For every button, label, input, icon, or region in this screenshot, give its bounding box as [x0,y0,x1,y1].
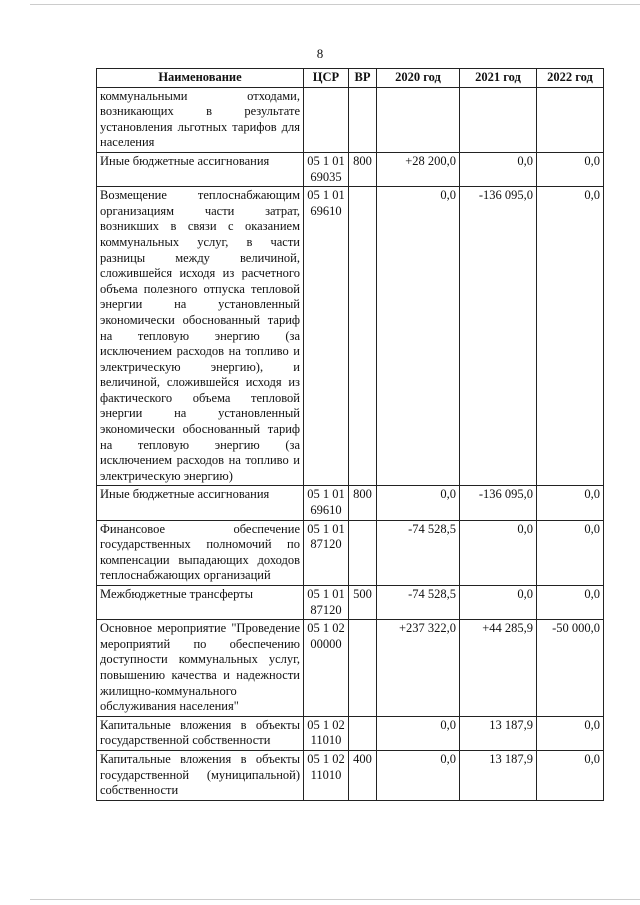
row-csr [304,87,349,152]
row-name: Капитальные вложения в объекты государственной собственности [97,716,304,750]
row-vr: 800 [349,486,377,520]
bottom-scan-edge [30,899,640,900]
row-2021: -136 095,0 [460,486,537,520]
header-csr: ЦСР [304,69,349,88]
row-2021: 13 187,9 [460,716,537,750]
table-row [97,87,604,152]
row-name: Иные бюджетные ассигнования [97,152,304,186]
row-2022: 0,0 [537,716,604,750]
row-csr: 05 1 02 11010 [304,716,349,750]
table-row [97,716,604,750]
row-vr: 500 [349,586,377,620]
row-csr: 05 1 02 11010 [304,750,349,800]
row-csr: 05 1 01 69610 [304,187,349,486]
row-2022: 0,0 [537,520,604,585]
row-2021: 0,0 [460,586,537,620]
table-row [97,486,604,520]
row-vr [349,716,377,750]
row-2021: 0,0 [460,520,537,585]
row-2020: 0,0 [377,486,460,520]
row-csr: 05 1 01 69610 [304,486,349,520]
row-2020: 0,0 [377,750,460,800]
row-2021: 13 187,9 [460,750,537,800]
header-vr: ВР [349,69,377,88]
row-2022: -50 000,0 [537,620,604,717]
row-vr [349,520,377,585]
row-2020: +237 322,0 [377,620,460,717]
row-2020: 0,0 [377,187,460,486]
row-name: Основное мероприятие "Проведение мероприятий по обеспечению доступности коммунальных услуг, повышению качества и надежности жилищно-коммунального обслуживания населения" [97,620,304,717]
page-number: 8 [316,46,324,61]
table-row [97,187,604,486]
row-2022: 0,0 [537,586,604,620]
row-2022: 0,0 [537,187,604,486]
table-header-row [97,69,604,88]
row-2021: -136 095,0 [460,187,537,486]
row-2022: 0,0 [537,486,604,520]
row-csr: 05 1 02 00000 [304,620,349,717]
header-name: Наименование [97,69,304,88]
row-2021 [460,87,537,152]
table-row [97,586,604,620]
row-name: коммунальными отходами, возникающих в результате установления льготных тарифов для населения [97,87,304,152]
table-row [97,152,604,186]
row-2020: 0,0 [377,716,460,750]
row-2020: -74 528,5 [377,586,460,620]
row-name: Капитальные вложения в объекты государственной (муниципальной) собственности [97,750,304,800]
header-2022: 2022 год [537,69,604,88]
row-csr: 05 1 01 87120 [304,586,349,620]
row-2022: 0,0 [537,750,604,800]
row-vr: 800 [349,152,377,186]
row-2021: +44 285,9 [460,620,537,717]
top-scan-edge [30,4,640,5]
row-csr: 05 1 01 69035 [304,152,349,186]
row-vr [349,620,377,717]
row-vr [349,87,377,152]
row-csr: 05 1 01 87120 [304,520,349,585]
table-row [97,750,604,800]
row-2020: -74 528,5 [377,520,460,585]
row-2022: 0,0 [537,152,604,186]
header-2021: 2021 год [460,69,537,88]
row-2020: +28 200,0 [377,152,460,186]
row-2022 [537,87,604,152]
header-2020: 2020 год [377,69,460,88]
row-vr: 400 [349,750,377,800]
row-name: Межбюджетные трансферты [97,586,304,620]
table-row [97,520,604,585]
row-vr [349,187,377,486]
row-name: Возмещение теплоснабжающим организациям части затрат, возникших в связи с оказанием коммунальных услуг, в части разницы между величиной, сложившейся исходя из расчетного объема полезного отпуска тепловой энергии на установленный экономически обоснованный тариф на тепловую энергию (за исключением расходов на топливо и электрическую энергию), и величиной, сложившейся исходя из фактического объема тепловой энергии на установленный экономически обоснованный тариф на тепловую энергию (за исключением расходов на топливо и электрическую энергию) [97,187,304,486]
row-name: Иные бюджетные ассигнования [97,486,304,520]
row-2020 [377,87,460,152]
row-2021: 0,0 [460,152,537,186]
row-name: Финансовое обеспечение государственных полномочий по компенсации выпадающих доходов теплоснабжающих организаций [97,520,304,585]
budget-table [96,68,604,801]
table-row [97,620,604,717]
